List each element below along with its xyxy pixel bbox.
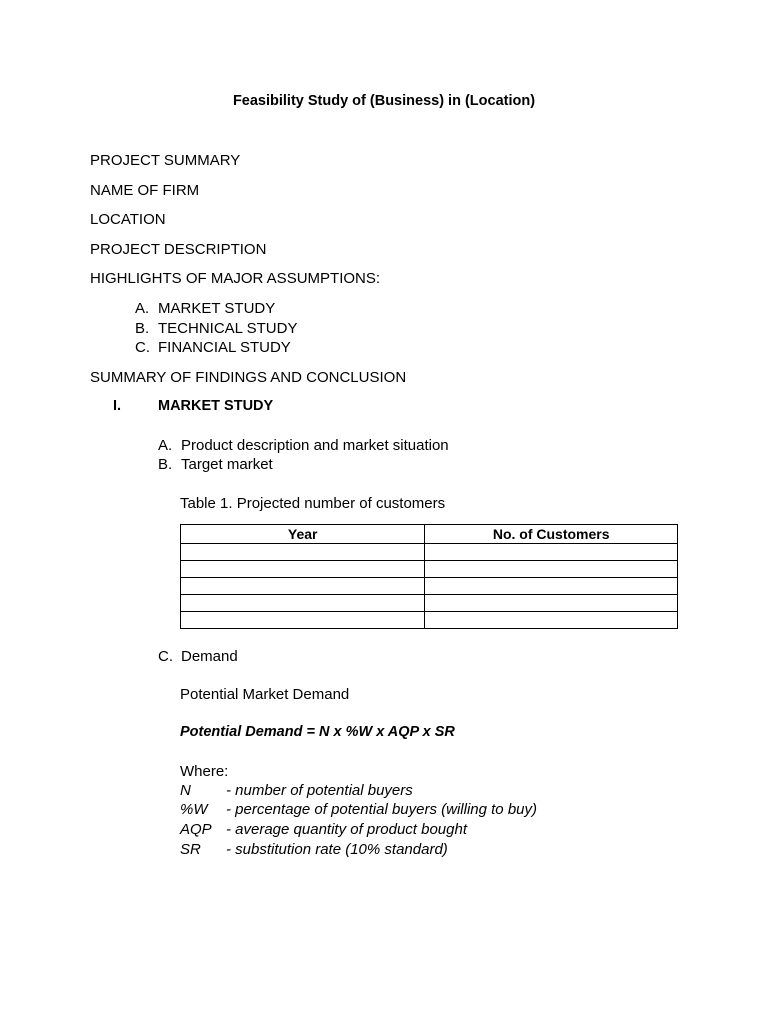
column-header-customers: No. of Customers (425, 525, 678, 544)
document-title: Feasibility Study of (Business) in (Location) (232, 93, 536, 109)
table-cell (181, 578, 425, 595)
market-item-label: Target market (181, 456, 273, 473)
section-heading-market-study: MARKET STUDY (158, 398, 274, 414)
section-numeral: I. (113, 398, 122, 414)
highlights-assumptions-heading: HIGHLIGHTS OF MAJOR ASSUMPTIONS: (90, 270, 381, 287)
customers-table (180, 524, 678, 629)
list-marker: A. (135, 300, 150, 317)
table-row (181, 544, 678, 561)
project-summary-heading: PROJECT SUMMARY (90, 152, 241, 169)
assumption-label: TECHNICAL STUDY (158, 320, 298, 337)
table-caption: Table 1. Projected number of customers (180, 495, 446, 512)
table-cell (425, 612, 678, 629)
table-row (181, 578, 678, 595)
findings-heading: SUMMARY OF FINDINGS AND CONCLUSION (90, 369, 407, 386)
where-label: Where: (180, 763, 229, 780)
assumption-label: MARKET STUDY (158, 300, 276, 317)
definition-description: - percentage of potential buyers (willing to buy) (226, 801, 538, 818)
list-marker: B. (158, 456, 173, 473)
table-cell (425, 595, 678, 612)
market-item-label: Demand (181, 648, 238, 665)
definition-description: - substitution rate (10% standard) (226, 841, 448, 858)
table-cell (181, 544, 425, 561)
project-description-heading: PROJECT DESCRIPTION (90, 241, 267, 258)
table-cell (425, 544, 678, 561)
table-row (181, 612, 678, 629)
definition-description: - average quantity of product bought (226, 821, 467, 838)
list-marker: A. (158, 437, 173, 454)
definition-symbol: AQP (180, 821, 212, 838)
table-cell (181, 595, 425, 612)
table-cell (425, 561, 678, 578)
definition-symbol: %W (180, 801, 208, 818)
demand-formula: Potential Demand = N x %W x AQP x SR (180, 724, 455, 740)
definition-symbol: N (180, 782, 191, 799)
column-header-year: Year (181, 525, 425, 544)
table-cell (181, 561, 425, 578)
table-cell (425, 578, 678, 595)
table-row (181, 561, 678, 578)
assumption-label: FINANCIAL STUDY (158, 339, 291, 356)
location-heading: LOCATION (90, 211, 166, 228)
name-of-firm-heading: NAME OF FIRM (90, 182, 200, 199)
table-cell (181, 612, 425, 629)
potential-market-demand-subheading: Potential Market Demand (180, 686, 350, 703)
list-marker: B. (135, 320, 150, 337)
definition-description: - number of potential buyers (226, 782, 413, 799)
list-marker: C. (158, 648, 173, 665)
definition-symbol: SR (180, 841, 201, 858)
table-row (181, 595, 678, 612)
list-marker: C. (135, 339, 150, 356)
table-header-row (181, 525, 678, 544)
market-item-label: Product description and market situation (181, 437, 449, 454)
